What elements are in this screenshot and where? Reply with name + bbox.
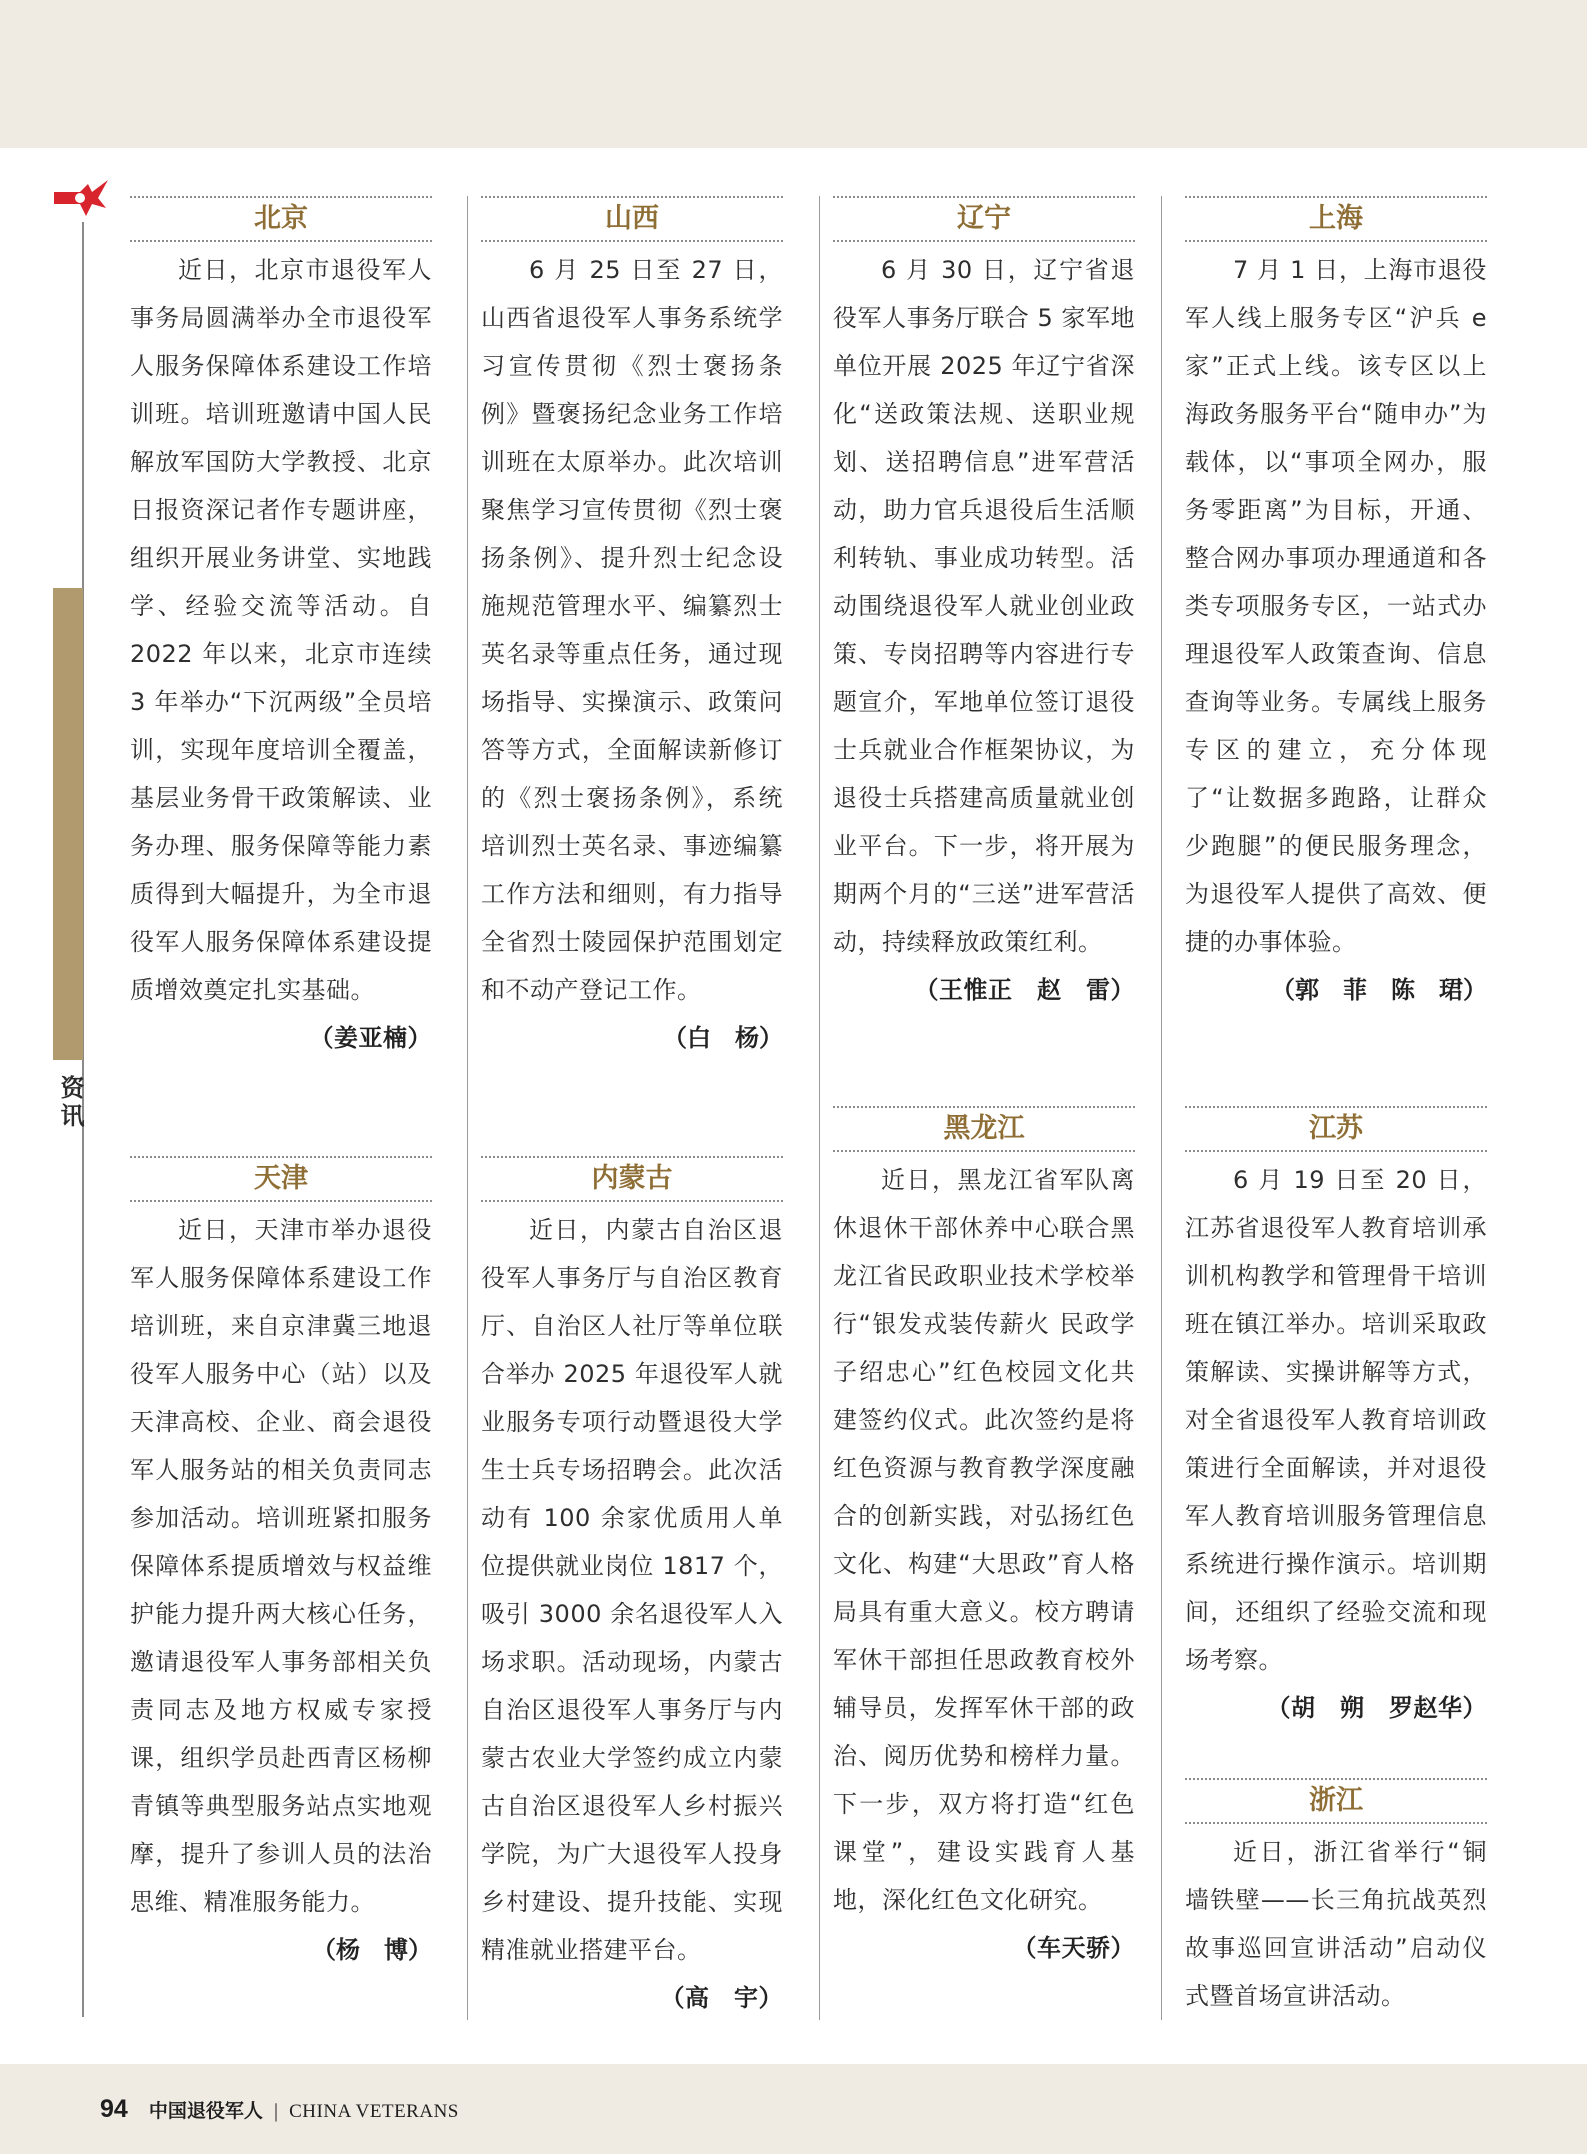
article-byline: （白 杨） (663, 1024, 783, 1052)
magazine-english-name: CHINA VETERANS (289, 2101, 459, 2122)
article-byline: （车天骄） (1012, 1934, 1135, 1962)
section-color-bar (53, 588, 83, 1060)
article-title: 内蒙古 (481, 1156, 783, 1202)
article-tianjin (130, 1156, 432, 1974)
article-title: 黑龙江 (833, 1106, 1135, 1152)
page-footer (100, 2094, 459, 2124)
article-body: 6 月 25 日至 27 日，山西省退役军人事务系统学习宣传贯彻《烈士褒扬条例》暨褒扬纪念业务工作培训班在太原举办。此次培训聚焦学习宣传贯彻《烈士褒扬条例》、提升烈士纪念设施规范管理水平、编纂烈士英名录等重点任务，通过现场指导、实操演示、政策问答等方式，全面解读新修订的《烈士褒扬条例》，系统培训烈士英名录、事迹编纂工作方法和细则，有力指导全省烈士陵园保护范围划定和不动产登记工作。 (481, 256, 783, 1004)
article-liaoning (833, 196, 1135, 1014)
article-byline: （杨 博） (312, 1936, 432, 1964)
article-title: 浙江 (1185, 1778, 1487, 1824)
article-title: 天津 (130, 1156, 432, 1202)
article-neimenggu (481, 1156, 783, 2022)
footer-separator: | (274, 2100, 279, 2122)
article-jiangsu (1185, 1106, 1487, 1732)
article-byline: （胡 朔 罗赵华） (1266, 1694, 1487, 1722)
article-body: 近日，天津市举办退役军人服务保障体系建设工作培训班，来自京津冀三地退役军人服务中心（站）以及天津高校、企业、商会退役军人服务站的相关负责同志参加活动。培训班紧扣服务保障体系提质增效与权益维护能力提升两大核心任务，邀请退役军人事务部相关负责同志及地方权威专家授课，组织学员赴西青区杨柳青镇等典型服务站点实地观摩，提升了参训人员的法治思维、精准服务能力。 (130, 1216, 432, 1916)
article-title: 上海 (1185, 196, 1487, 242)
article-body: 近日，北京市退役军人事务局圆满举办全市退役军人服务保障体系建设工作培训班。培训班邀请中国人民解放军国防大学教授、北京日报资深记者作专题讲座，组织开展业务讲堂、实地践学、经验交流等活动。自 2022 年以来，北京市连续 3 年举办“下沉两级”全员培训，实现年度培训全覆盖，基层业务骨干政策解读、业务办理、服务保障等能力素质得到大幅提升，为全市退役军人服务保障体系建设提质增效奠定扎实基础。 （姜亚楠） (130, 246, 432, 1014)
top-header-band (0, 0, 1587, 148)
article-body: 近日，浙江省举行“铜墙铁壁——长三角抗战英烈故事巡回宣讲活动”启动仪式暨首场宣讲活动。 (1185, 1838, 1487, 2010)
magazine-name: 中国退役军人 (148, 2100, 263, 2122)
article-shanxi (481, 196, 783, 1062)
article-beijing (130, 196, 432, 1062)
article-body: 7 月 1 日，上海市退役军人线上服务专区“沪兵 e 家”正式上线。该专区以上海政务服务平台“随申办”为载体，以“事项全网办，服务零距离”为目标，开通、整合网办事项办理通道和各类专项服务专区，一站式办理退役军人政策查询、信息查询等业务。专属线上服务专区的建立，充分体现了“让数据多跑路，让群众少跑腿”的便民服务理念，为退役军人提供了高效、便捷的办事体验。 (1185, 256, 1487, 956)
article-title: 山西 (481, 196, 783, 242)
article-title: 辽宁 (833, 196, 1135, 242)
column-divider (1161, 196, 1162, 2020)
magazine-logo-icon (52, 178, 112, 218)
article-byline: （高 宇） (660, 1984, 783, 2012)
article-zhejiang (1185, 1778, 1487, 2020)
article-body: 近日，内蒙古自治区退役军人事务厅与自治区教育厅、自治区人社厅等单位联合举办 2025 年退役军人就业服务专项行动暨退役大学生士兵专场招聘会。此次活动有 100 余家优质用人单位提供就业岗位 1817 个，吸引 3000 余名退役军人入场求职。活动现场，内蒙古自治区退役军人事务厅与内蒙古农业大学签约成立内蒙古自治区退役军人乡村振兴学院，为广大退役军人投身乡村建设、提升技能、实现精准就业搭建平台。 （高 宇） (481, 1206, 783, 1974)
article-byline: （郭 菲 陈 珺） (1271, 976, 1487, 1004)
article-title: 北京 (130, 196, 432, 242)
article-body: 6 月 19 日至 20 日，江苏省退役军人教育培训承训机构教学和管理骨干培训班在镇江举办。培训采取政策解读、实操讲解等方式，对全省退役军人教育培训政策进行全面解读，并对退役军人教育培训服务管理信息系统进行操作演示。培训期间，还组织了经验交流和现场考察。 （胡 朔 罗赵华） (1185, 1156, 1487, 1684)
section-label: 资讯 (56, 1075, 84, 1131)
page-number: 94 (100, 2095, 128, 2123)
article-body: 近日，黑龙江省军队离休退休干部休养中心联合黑龙江省民政职业技术学校举行“银发戎装传薪火 民政学子绍忠心”红色校园文化共建签约仪式。此次签约是将红色资源与教育教学深度融合的创新实践，对弘扬红色文化、构建“大思政”育人格局具有重大意义。校方聘请军休干部担任思政教育校外辅导员，发挥军休干部的政治、阅历优势和榜样力量。下一步，双方将打造“红色课堂”，建设实践育人基地，深化红色文化研究。 （车天骄） (833, 1156, 1135, 1924)
column-divider (467, 196, 468, 2020)
article-heilongjiang (833, 1106, 1135, 1972)
article-title: 江苏 (1185, 1106, 1487, 1152)
article-body: 6 月 30 日，辽宁省退役军人事务厅联合 5 家军地单位开展 2025 年辽宁省深化“送政策法规、送职业规划、送招聘信息”进军营活动，助力官兵退役后生活顺利转轨、事业成功转型。活动围绕退役军人就业创业政策、专岗招聘等内容进行专题宣介，军地单位签订退役士兵就业合作框架协议，为退役士兵搭建高质量就业创业平台。下一步，将开展为期两个月的“三送”进军营活动，持续释放政策红利。 （王惟正 赵 雷） (833, 246, 1135, 966)
article-shanghai (1185, 196, 1487, 1014)
article-byline: （王惟正 赵 雷） (914, 976, 1135, 1004)
column-divider (819, 196, 820, 2020)
article-byline: （姜亚楠） (309, 1024, 432, 1052)
